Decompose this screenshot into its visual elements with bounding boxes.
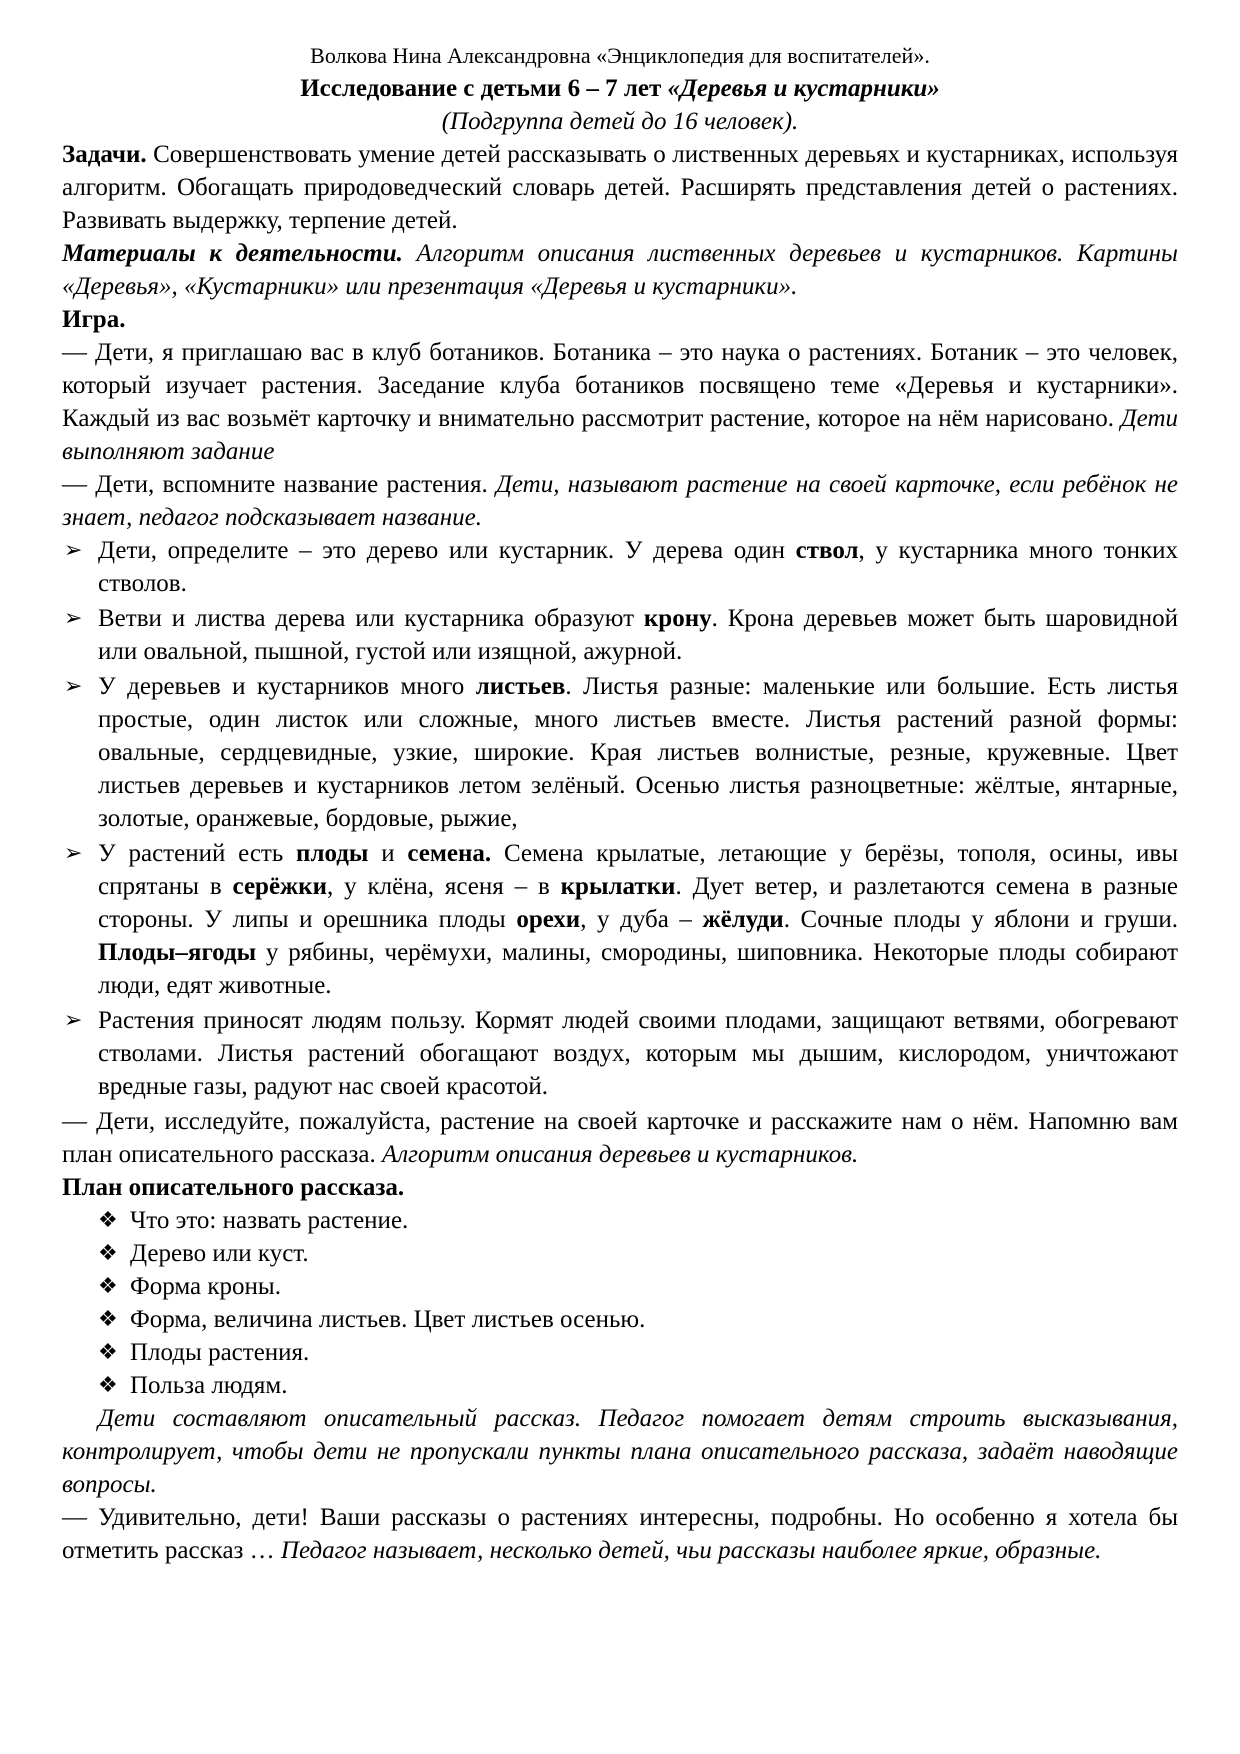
title-topic: «Деревья и кустарники»: [667, 75, 940, 102]
diamond-bullet-icon: ❖: [98, 1373, 118, 1398]
tasks-label: Задачи.: [62, 141, 147, 168]
list-item: ➢ У растений есть плоды и семена. Семена крылатые, летающие у берёзы, тополя, осины, ивы спрятаны в серёжки, у клёна, ясеня – в крылатки. Дует ветер, и разлетаются семена в разные стороны. У липы и орешника плоды орехи, у дуба – жёлуди. Сочные плоды у яблони и груши. Плоды–ягоды у рябины, черёмухи, малины, смородины, шиповника. Некоторые плоды собирают люди, едят животные.: [62, 837, 1178, 1002]
author-line: Волкова Нина Александровна «Энциклопедия для воспитателей».: [310, 43, 930, 68]
diamond-bullet-icon: ❖: [98, 1208, 118, 1233]
tasks-text: Совершенствовать умение детей рассказывать о лиственных деревьях и кустарниках, используя алгоритм. Обогащать природоведческий словарь детей. Расширять представления детей о растениях. Развивать выдержку, терпение детей.: [62, 141, 1178, 234]
materials-text: Алгоритм описания лиственных деревьев и кустарников. Картины «Деревья», «Кустарники» или презентация «Деревья и кустарники».: [62, 240, 1178, 300]
diamond-bullet-icon: ❖: [98, 1307, 118, 1332]
features-list: [62, 534, 1178, 1103]
plan-heading: План описательного рассказа.: [62, 1174, 405, 1201]
arrow-bullet-icon: ➢: [64, 1008, 83, 1033]
subtitle-text: (Подгруппа детей до 16 человек).: [441, 108, 799, 135]
closing-italic: Педагог называет, несколько детей, чьи рассказы наиболее яркие, образные.: [280, 1537, 1102, 1564]
list-item: ➢ Растения приносят людям пользу. Кормят людей своими плодами, защищают ветвями, обогревают стволами. Листья растений обогащают воздух, которым мы дышим, кислородом, уничтожают вредные газы, радуют нас своей красотой.: [62, 1004, 1178, 1103]
list-item: ➢ Ветви и листва дерева или кустарника образуют крону. Крона деревьев может быть шаровидной или овальной, пышной, густой или изящной, ажурной.: [62, 602, 1178, 668]
list-item: ❖ Что это: назвать растение.: [62, 1204, 1178, 1237]
diamond-bullet-icon: ❖: [98, 1241, 118, 1266]
game-paragraph-1: — Дети, я приглашаю вас в клуб ботаников. Ботаника – это наука о растениях. Ботаник – это человек, который изучает растения. Заседание клуба ботаников посвящено теме «Деревья и кустарники». Каждый из вас возьмёт карточку и внимательно рассмотрит растение, которое на нём нарисовано. Дети выполняют задание: [62, 339, 1178, 465]
document-subtitle: [62, 105, 1178, 138]
document-title: [62, 72, 1178, 105]
arrow-bullet-icon: ➢: [64, 674, 83, 699]
tasks-paragraph: [62, 138, 1178, 237]
arrow-bullet-icon: ➢: [64, 538, 83, 563]
materials-label: Материалы к деятельности.: [62, 240, 403, 267]
title-prefix: Исследование с детьми 6 – 7 лет: [300, 75, 668, 102]
list-item: ❖ Дерево или куст.: [62, 1237, 1178, 1270]
game-heading: Игра.: [62, 306, 126, 333]
research-paragraph: — Дети, исследуйте, пожалуйста, растение на своей карточке и расскажите нам о нём. Напомню вам план описательного рассказа. Алгоритм описания деревьев и кустарников.: [62, 1108, 1178, 1168]
research-italic: Алгоритм описания деревьев и кустарников.: [381, 1141, 859, 1168]
plan-list: [62, 1204, 1178, 1402]
list-item: ❖ Форма, величина листьев. Цвет листьев осенью.: [62, 1303, 1178, 1336]
list-item: ❖ Польза людям.: [62, 1369, 1178, 1402]
diamond-bullet-icon: ❖: [98, 1274, 118, 1299]
list-item: ➢ Дети, определите – это дерево или кустарник. У дерева один ствол, у кустарника много тонких стволов.: [62, 534, 1178, 600]
list-item: ❖ Плоды растения.: [62, 1336, 1178, 1369]
game-p1-italic: Дети выполняют задание: [62, 405, 1178, 465]
list-item: ➢ У деревьев и кустарников много листьев. Листья разные: маленькие или большие. Есть листья простые, один листок или сложные, много листьев вместе. Листья растений разной формы: овальные, сердцевидные, узкие, широкие. Края листьев волнистые, резные, кружевные. Цвет листьев деревьев и кустарников летом зелёный. Осенью листья разноцветные: жёлтые, янтарные, золотые, оранжевые, бордовые, рыжие,: [62, 670, 1178, 835]
arrow-bullet-icon: ➢: [64, 841, 83, 866]
materials-paragraph: [62, 237, 1178, 303]
arrow-bullet-icon: ➢: [64, 606, 83, 631]
closing-paragraph-1: Дети составляют описательный рассказ. Педагог помогает детям строить высказывания, контролирует, чтобы дети не пропускали пункты плана описательного рассказа, задаёт наводящие вопросы.: [62, 1405, 1178, 1498]
game-paragraph-2: — Дети, вспомните название растения. Дети, называют растение на своей карточке, если ребёнок не знает, педагог подсказывает название.: [62, 471, 1179, 531]
closing-paragraph-2: — Удивительно, дети! Ваши рассказы о растениях интересны, подробны. Но особенно я хотела бы отметить рассказ … Педагог называет, несколько детей, чьи рассказы наиболее яркие, образные.: [62, 1504, 1178, 1564]
list-item: ❖ Форма кроны.: [62, 1270, 1178, 1303]
diamond-bullet-icon: ❖: [98, 1340, 118, 1365]
game-p2-italic: Дети, называют растение на своей карточке, если ребёнок не знает, педагог подсказывает название.: [62, 471, 1179, 531]
